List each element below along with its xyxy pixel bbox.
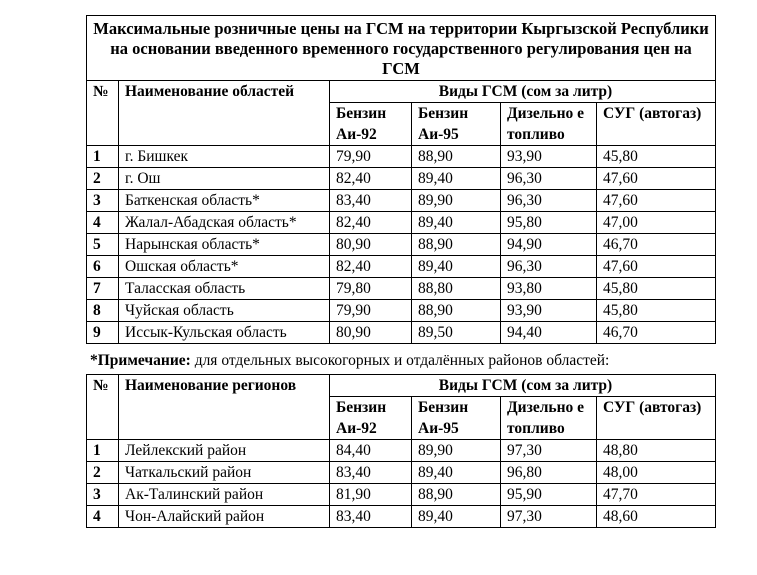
header-col: СУГ (автогаз) — [597, 397, 716, 440]
footnote-line — [90, 352, 609, 370]
header-name: Наименование областей — [119, 81, 330, 146]
footnote-text: для отдельных высокогорных и отдалённых районов областей: — [190, 352, 610, 369]
row-number: 5 — [87, 234, 119, 256]
price-cell: 89,90 — [412, 440, 501, 462]
document — [86, 15, 715, 528]
table-row — [87, 146, 716, 168]
header-col: Бензин Аи-95 — [412, 397, 501, 440]
row-name: Чон-Алайский район — [119, 506, 330, 528]
row-name: г. Бишкек — [119, 146, 330, 168]
table-row — [87, 322, 716, 344]
row-name: г. Ош — [119, 168, 330, 190]
row-number: 9 — [87, 322, 119, 344]
row-number: 3 — [87, 190, 119, 212]
row-number: 4 — [87, 506, 119, 528]
table-row — [87, 506, 716, 528]
row-name: Чаткальский район — [119, 462, 330, 484]
price-cell: 46,70 — [597, 234, 716, 256]
price-cell: 89,40 — [412, 506, 501, 528]
row-name: Чуйская область — [119, 300, 330, 322]
row-number: 8 — [87, 300, 119, 322]
table2-body — [87, 375, 716, 440]
price-cell: 89,50 — [412, 322, 501, 344]
price-cell: 96,30 — [501, 256, 597, 278]
row-number: 7 — [87, 278, 119, 300]
row-name: Иссык-Кульская область — [119, 322, 330, 344]
price-cell: 80,90 — [330, 234, 412, 256]
row-name: Ошская область* — [119, 256, 330, 278]
table-row — [87, 190, 716, 212]
row-number: 6 — [87, 256, 119, 278]
row-name: Лейлекский район — [119, 440, 330, 462]
header-col: Дизельно е топливо — [501, 103, 597, 146]
header-group: Виды ГСМ (сом за литр) — [330, 375, 716, 397]
header-col: Бензин Аи-92 — [330, 397, 412, 440]
row-number: 3 — [87, 484, 119, 506]
price-cell: 88,90 — [412, 234, 501, 256]
row-name: Баткенская область* — [119, 190, 330, 212]
row-name: Жалал-Абадская область* — [119, 212, 330, 234]
price-cell: 97,30 — [501, 440, 597, 462]
row-number: 4 — [87, 212, 119, 234]
row-number: 2 — [87, 168, 119, 190]
price-cell: 89,40 — [412, 256, 501, 278]
price-cell: 89,40 — [412, 212, 501, 234]
price-cell: 79,90 — [330, 300, 412, 322]
price-cell: 48,80 — [597, 440, 716, 462]
table-row — [87, 234, 716, 256]
price-cell: 83,40 — [330, 190, 412, 212]
footnote-label: *Примечание: — [90, 352, 191, 369]
row-name: Нарынская область* — [119, 234, 330, 256]
header-num: № — [87, 81, 119, 146]
price-cell: 96,80 — [501, 462, 597, 484]
price-cell: 93,90 — [501, 300, 597, 322]
price-cell: 93,90 — [501, 146, 597, 168]
table1-body — [87, 16, 716, 146]
price-cell: 48,60 — [597, 506, 716, 528]
row-name: Ак-Талинский район — [119, 484, 330, 506]
row-number: 1 — [87, 440, 119, 462]
price-cell: 82,40 — [330, 168, 412, 190]
row-name: Таласская область — [119, 278, 330, 300]
price-cell: 45,80 — [597, 278, 716, 300]
table-row — [87, 212, 716, 234]
price-cell: 81,90 — [330, 484, 412, 506]
price-cell: 93,80 — [501, 278, 597, 300]
price-cell: 79,90 — [330, 146, 412, 168]
row-number: 2 — [87, 462, 119, 484]
price-cell: 47,60 — [597, 256, 716, 278]
price-cell: 95,80 — [501, 212, 597, 234]
price-cell: 47,00 — [597, 212, 716, 234]
price-cell: 94,40 — [501, 322, 597, 344]
price-cell: 96,30 — [501, 190, 597, 212]
price-cell: 96,30 — [501, 168, 597, 190]
table2-rows — [87, 440, 716, 528]
header-name: Наименование регионов — [119, 375, 330, 440]
header-row-top — [87, 81, 716, 103]
row-number: 1 — [87, 146, 119, 168]
price-cell: 82,40 — [330, 256, 412, 278]
price-cell: 83,40 — [330, 506, 412, 528]
header-num: № — [87, 375, 119, 440]
table1-rows — [87, 146, 716, 344]
price-cell: 89,40 — [412, 462, 501, 484]
price-cell: 97,30 — [501, 506, 597, 528]
title-row — [87, 16, 716, 81]
header-col: Бензин Аи-92 — [330, 103, 412, 146]
price-cell: 46,70 — [597, 322, 716, 344]
header-row-top — [87, 375, 716, 397]
price-cell: 88,80 — [412, 278, 501, 300]
price-cell: 83,40 — [330, 462, 412, 484]
price-cell: 89,90 — [412, 190, 501, 212]
price-cell: 88,90 — [412, 146, 501, 168]
price-cell: 95,90 — [501, 484, 597, 506]
table-row — [87, 168, 716, 190]
price-cell: 88,90 — [412, 300, 501, 322]
table-row — [87, 440, 716, 462]
header-col: Бензин Аи-95 — [412, 103, 501, 146]
price-cell: 48,00 — [597, 462, 716, 484]
price-cell: 88,90 — [412, 484, 501, 506]
table-row — [87, 484, 716, 506]
price-cell: 47,60 — [597, 168, 716, 190]
table-row — [87, 462, 716, 484]
table-row — [87, 256, 716, 278]
footnote — [86, 344, 715, 374]
price-cell: 89,40 — [412, 168, 501, 190]
header-col: Дизельно е топливо — [501, 397, 597, 440]
table-row — [87, 300, 716, 322]
price-cell: 47,60 — [597, 190, 716, 212]
table-row — [87, 278, 716, 300]
price-cell: 82,40 — [330, 212, 412, 234]
price-cell: 79,80 — [330, 278, 412, 300]
prices-table-regions — [86, 15, 716, 344]
prices-table-districts — [86, 374, 716, 528]
page-title: Максимальные розничные цены на ГСМ на территории Кыргызской Республики на основании введенного временного государственного регулирования цен на ГСМ — [87, 16, 716, 81]
price-cell: 94,90 — [501, 234, 597, 256]
header-group: Виды ГСМ (сом за литр) — [330, 81, 716, 103]
price-cell: 47,70 — [597, 484, 716, 506]
header-col: СУГ (автогаз) — [597, 103, 716, 146]
price-cell: 45,80 — [597, 146, 716, 168]
price-cell: 84,40 — [330, 440, 412, 462]
price-cell: 45,80 — [597, 300, 716, 322]
price-cell: 80,90 — [330, 322, 412, 344]
